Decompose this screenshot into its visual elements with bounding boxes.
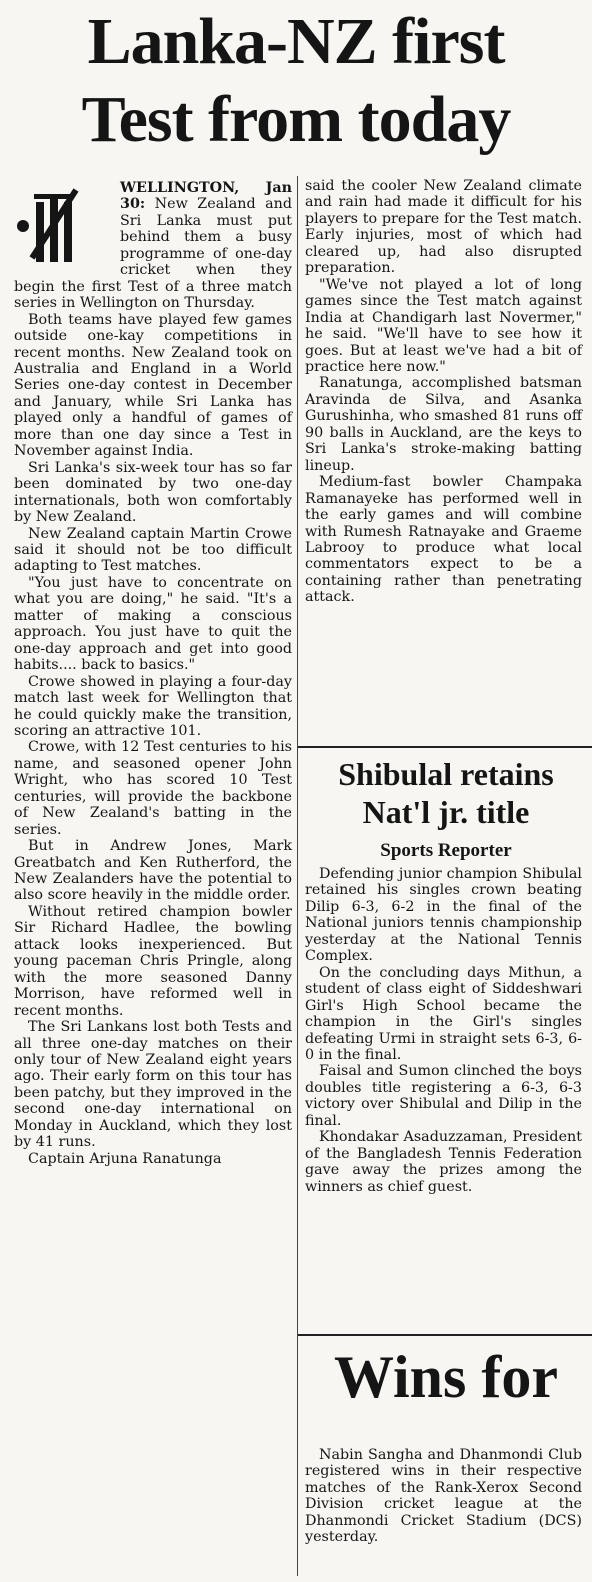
dateline: WELLINGTON, Jan 30: [120,180,292,213]
main-headline-line-1: Lanka-NZ first [87,5,505,78]
story1-paragraph: New Zealand captain Martin Crowe said it should not be too difficult adapting to Test matches. [14,525,292,575]
story1-paragraph: The Sri Lankans lost both Tests and all three one-day matches on their only tour of New Zealand eight years ago. Their early form on this tour has been patchy, but they improved in the second one-day international on Monday in Auckland, which they lost by 41 runs. [14,1019,292,1151]
story1-paragraph: Sri Lanka's six-week tour has so far been dominated by two one-day internationals, both won comfortably by New Zealand. [14,459,292,526]
story1-left-column [14,180,292,1167]
story2-paragraph: Defending junior champion Shibulal retained his singles crown beating Dilip 6-3, 6-2 in the final of the National juniors tennis championship yesterday at the National Tennis Complex. [305,866,582,965]
section-divider [298,1334,592,1336]
story1-paragraph: "You just have to concentrate on what you are doing," he said. "It's a matter of making a conscious approach. You just have to quit the one-day approach and get into good habits.... back to basics." [14,574,292,674]
story2-headline-line-2: Nat'l jr. title [362,794,530,830]
story2-body [305,866,582,1195]
story1-paragraph: "We've not played a lot of long games since the Test match against India at Chandigarh last Novermer," he said. "We'll have to see how it goes. But at least we've had a bit of practice here now." [305,276,582,375]
story3-headline: Wins for [334,1344,558,1410]
story2-paragraph: On the concluding days Mithun, a student of class eight of Siddeshwari Girl's High School became the champion in the Girl's singles defeating Urmi in straight sets 6-3, 6-0 in the final. [305,964,582,1063]
story1-paragraph: Without retired champion bowler Sir Richard Hadlee, the bowling attack looks inexperienced. But young paceman Chris Pringle, along with the more seasoned Danny Morrison, have reformed well in recent months. [14,903,292,1019]
story1-paragraph: Both teams have played few games outside one-kay competitions in recent months. New Zealand took on Australia and England in a World Series one-day contest in December and January, while Sri Lanka has played only a handful of games of more than one day since a Test in November against India. [14,311,292,460]
cricket-stumps-icon [14,180,114,268]
main-headline-line-2: Test from today [81,83,511,156]
story2-byline: Sports Reporter [380,840,512,861]
section-divider [298,746,592,748]
story1-paragraph: Captain Arjuna Ranatunga [28,1150,222,1167]
story1-lead: New Zealand and Sri Lanka must put behind them a busy programme of one-day cricket when they begin the first Test of a three match series in Wellington on Thursday. [14,196,292,312]
story2-paragraph: Faisal and Sumon clinched the boys doubles title registering a 6-3, 6-3 victory over Shibulal and Dilip in the final. [305,1063,582,1129]
story3-paragraph: Nabin Sangha and Dhanmondi Club registered wins in their respective matches of the Rank-Xerox Second Division cricket league at the Dhanmondi Cricket Stadium (DCS) yesterday. [305,1447,582,1546]
story1-paragraph: said the cooler New Zealand climate and rain had made it difficult for his players to prepare for the Test match. Early injuries, most of which had cleared up, had also disrupted preparation. [305,178,582,277]
column-rule [297,176,298,1576]
story1-paragraph: Medium-fast bowler Champaka Ramanayeke has performed well in the early games and will combine with Rumesh Ratnayake and Graeme Labrooy to produce what local commentators expect to be a containing rather than penetrating attack. [305,474,582,606]
story1-paragraph: Ranatunga, accomplished batsman Aravinda de Silva, and Asanka Gurushinha, who smashed 81 runs off 90 balls in Auckland, are the keys to Sri Lanka's stroke-making batting lineup. [305,375,582,474]
story3-body [305,1447,582,1546]
story1-paragraph: Crowe showed in playing a four-day match last week for Wellington that he could quickly make the transition, scoring an attractive 101. [14,673,292,739]
story2-headline-line-1: Shibulal retains [338,756,554,792]
story2-paragraph: Khondakar Asaduzzaman, President of the Bangladesh Tennis Federation gave away the prizes among the winners as chief guest. [305,1129,582,1195]
story1-right-column [305,178,582,606]
story1-paragraph: But in Andrew Jones, Mark Greatbatch and Ken Rutherford, the New Zealanders have the potential to also score heavily in the middle order. [14,838,292,904]
story1-paragraph: Crowe, with 12 Test centuries to his name, and seasoned opener John Wright, who has scored 10 Test centuries, will provide the backbone of New Zealand's batting in the series. [14,739,292,838]
